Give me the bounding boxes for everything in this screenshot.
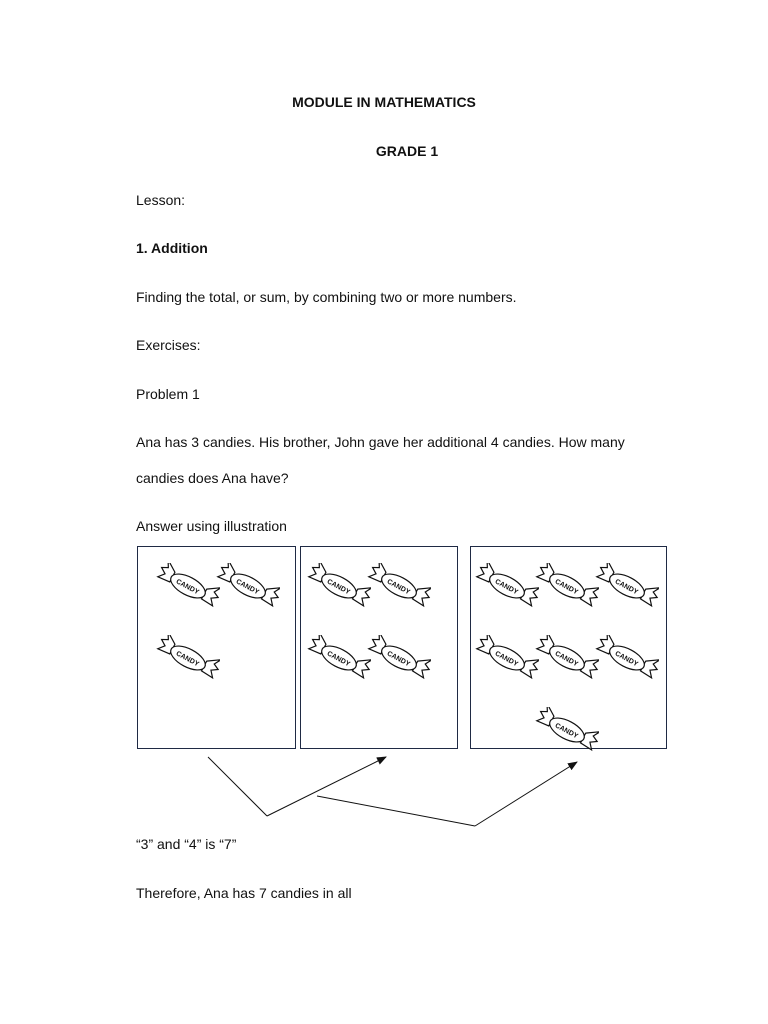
svg-text:CANDY: CANDY xyxy=(553,722,579,741)
svg-text:CANDY: CANDY xyxy=(325,650,351,669)
answer-label: Answer using illustration xyxy=(136,518,287,534)
arrow-line-bottom xyxy=(317,796,475,826)
exercises-label: Exercises: xyxy=(136,337,201,353)
problem-label: Problem 1 xyxy=(136,386,200,402)
svg-text:CANDY: CANDY xyxy=(553,650,579,669)
svg-text:CANDY: CANDY xyxy=(493,650,519,669)
svg-text:CANDY: CANDY xyxy=(613,650,639,669)
module-title: MODULE IN MATHEMATICS xyxy=(292,94,476,110)
equation-text: “3” and “4” is “7” xyxy=(136,836,237,852)
svg-text:CANDY: CANDY xyxy=(325,578,351,597)
svg-text:CANDY: CANDY xyxy=(613,578,639,597)
arrow-to-group-2 xyxy=(267,757,386,816)
svg-text:CANDY: CANDY xyxy=(493,578,519,597)
problem-text-line-1: Ana has 3 candies. His brother, John gave her additional 4 candies. How many xyxy=(136,434,625,450)
arrow-line-left xyxy=(208,757,267,816)
lesson-heading: 1. Addition xyxy=(136,240,208,256)
problem-text-line-2: candies does Ana have? xyxy=(136,470,289,486)
svg-text:CANDY: CANDY xyxy=(234,578,260,597)
svg-text:CANDY: CANDY xyxy=(174,578,200,597)
svg-text:CANDY: CANDY xyxy=(385,650,411,669)
arrow-to-group-3 xyxy=(475,762,577,826)
svg-text:CANDY: CANDY xyxy=(174,650,200,669)
svg-text:CANDY: CANDY xyxy=(385,578,411,597)
svg-text:CANDY: CANDY xyxy=(553,578,579,597)
definition-text: Finding the total, or sum, by combining two or more numbers. xyxy=(136,289,517,305)
grade-heading: GRADE 1 xyxy=(375,143,439,159)
lesson-label: Lesson: xyxy=(136,192,186,208)
conclusion-text: Therefore, Ana has 7 candies in all xyxy=(136,885,352,901)
